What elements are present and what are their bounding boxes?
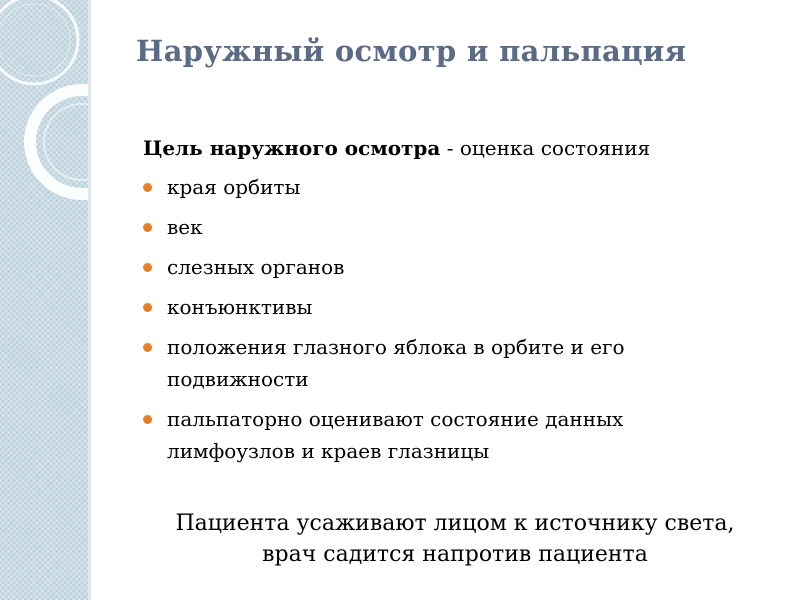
bullet-item	[143, 251, 773, 283]
bullet-item	[143, 211, 773, 243]
intro-line	[143, 133, 773, 163]
footer-line-2: врач садится напротив пациента	[262, 542, 648, 567]
bullet-item	[143, 403, 773, 467]
bullet-icon	[143, 183, 152, 192]
bullet-text-line: лимфоузлов и краев глазницы	[167, 439, 490, 463]
bullet-text-line: подвижности	[167, 367, 309, 391]
bullet-icon	[143, 303, 152, 312]
slide-title: Наружный осмотр и пальпация	[136, 34, 687, 68]
bullet-item	[143, 171, 773, 203]
bullet-icon	[143, 223, 152, 232]
footer-note	[120, 508, 790, 570]
bullet-item	[143, 331, 773, 395]
side-panel-edge	[88, 0, 91, 600]
ring-circles-decoration	[0, 0, 88, 600]
footer-line-1: Пациента усаживают лицом к источнику света,	[175, 511, 735, 536]
bullet-list	[143, 171, 773, 467]
side-decorative-panel	[0, 0, 88, 600]
slide-content	[143, 133, 773, 475]
bullet-item	[143, 291, 773, 323]
intro-bold-text: Цель наружного осмотра	[143, 136, 441, 160]
bullet-text: конъюнктивы	[167, 295, 313, 319]
bullet-text: век	[167, 215, 203, 239]
bullet-text: края орбиты	[167, 175, 301, 199]
bullet-text: слезных органов	[167, 255, 345, 279]
bullet-icon	[143, 343, 152, 352]
bullet-text-line: положения глазного яблока в орбите и его	[167, 335, 625, 359]
intro-rest-text: - оценка состояния	[440, 136, 651, 160]
bullet-icon	[143, 263, 152, 272]
bullet-icon	[143, 415, 152, 424]
bullet-text-line: пальпаторно оценивают состояние данных	[167, 407, 624, 431]
